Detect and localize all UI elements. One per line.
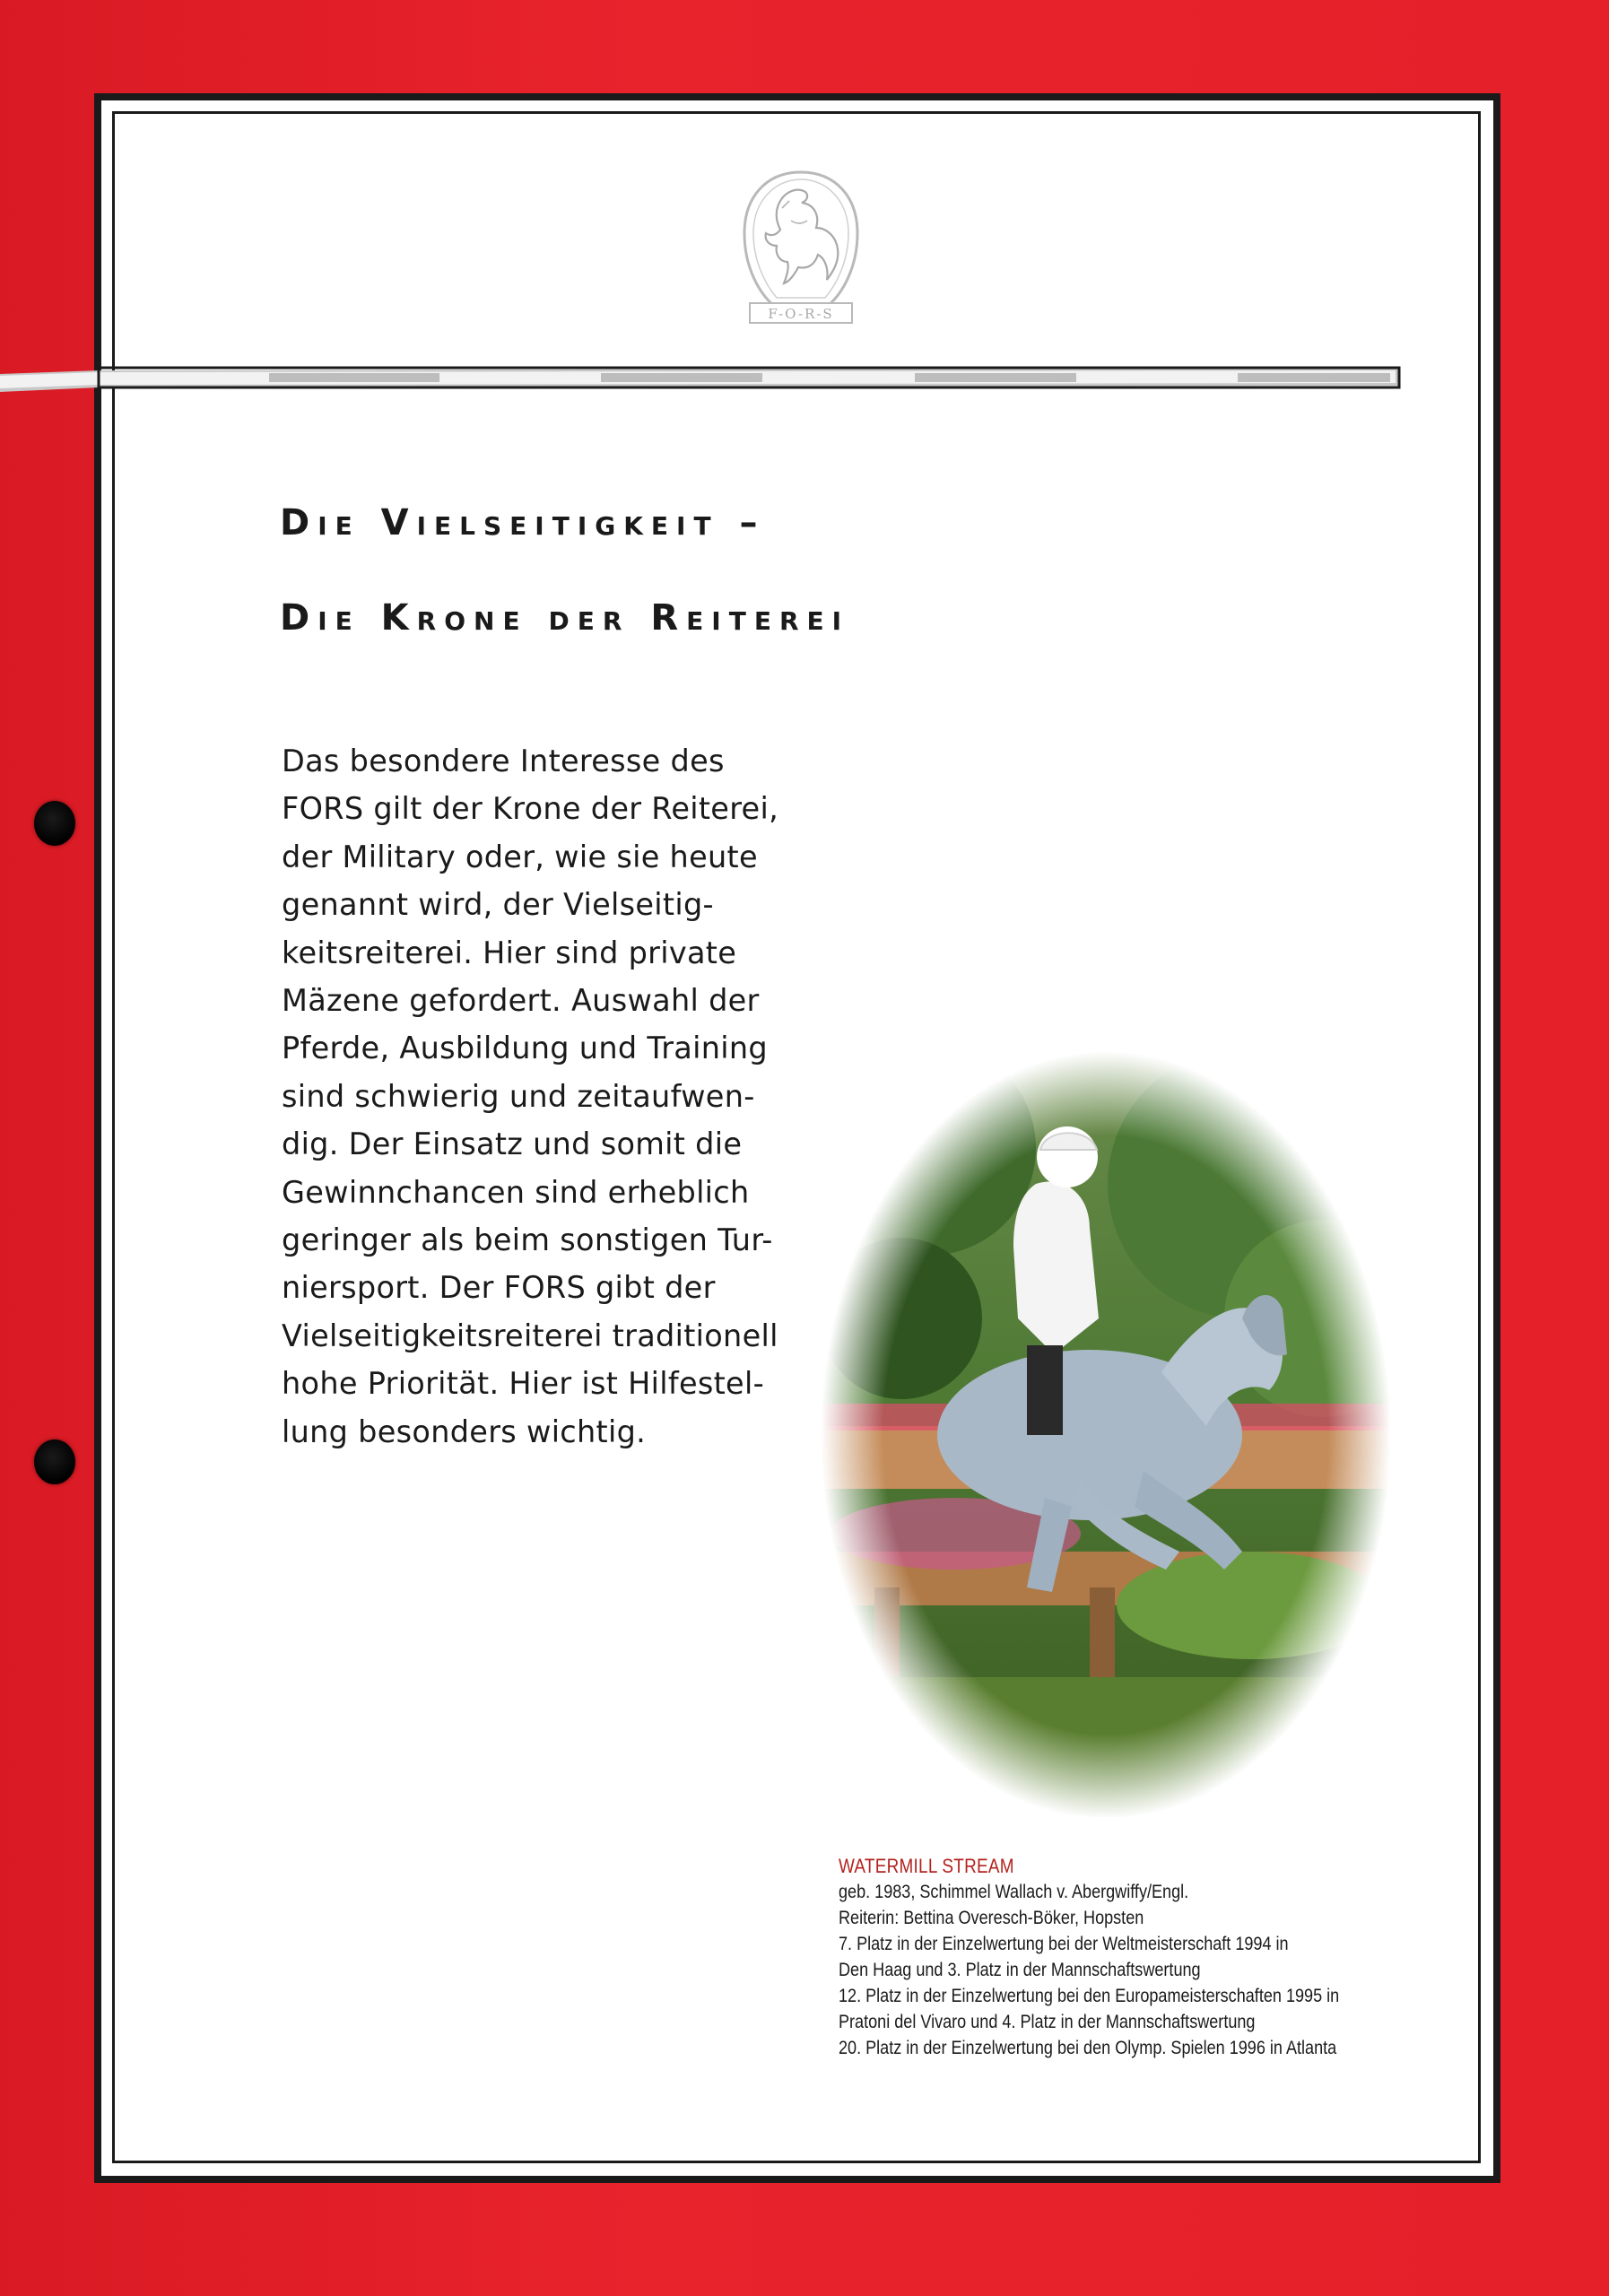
body-line: Das besondere Interesse des <box>282 744 725 778</box>
body-line: FORS gilt der Krone der Reiterei, <box>282 791 779 827</box>
caption-title: WATERMILL STREAM <box>839 1855 1014 1877</box>
heading-line-1: Die Vielseitigkeit – <box>280 502 766 544</box>
body-line: lung besonders wichtig. <box>282 1413 647 1449</box>
body-line: Pferde, Ausbildung und Training <box>282 1031 768 1066</box>
caption-line: geb. 1983, Schimmel Wallach v. Abergwiffy/Engl. <box>839 1882 1189 1902</box>
caption-line: 7. Platz in der Einzelwertung bei der Weltmeisterschaft 1994 in <box>839 1934 1289 1954</box>
body-line: der Military oder, wie sie heute <box>282 839 758 874</box>
grey-horse-jumping-photo <box>821 1049 1390 1817</box>
punch-hole-top <box>34 801 75 846</box>
body-line: dig. Der Einsatz und somit die <box>282 1126 743 1162</box>
caption-line: 20. Platz in der Einzelwertung bei den Olymp. Spielen 1996 in Atlanta <box>839 2038 1337 2058</box>
photo-caption <box>839 1853 1379 2061</box>
body-line: genannt wird, der Vielseitig- <box>282 887 714 923</box>
body-paragraph <box>282 737 784 1456</box>
body-line: keitsreiterei. Hier sind private <box>282 935 737 970</box>
caption-line: Pratoni del Vivaro und 4. Platz in der Mannschaftswertung <box>839 2012 1256 2032</box>
caption-line: 12. Platz in der Einzelwertung bei den Europameisterschaften 1995 in <box>839 1986 1340 2006</box>
rearing-horse-emblem-icon <box>737 169 865 328</box>
punch-hole-bottom <box>34 1439 75 1484</box>
logo-text: F-O-R-S <box>768 306 834 322</box>
caption-line: Reiterin: Bettina Overesch-Böker, Hopsten <box>839 1908 1144 1928</box>
body-line: hohe Priorität. Hier ist Hilfestel- <box>282 1366 764 1402</box>
body-line: Vielseitigkeitsreiterei traditionell <box>282 1318 778 1353</box>
body-line: sind schwierig und zeitaufwen- <box>282 1078 755 1114</box>
fors-logo <box>737 169 865 328</box>
body-line: niersport. Der FORS gibt der <box>282 1270 716 1306</box>
page-heading <box>280 475 1356 665</box>
body-line: Mäzene gefordert. Auswahl der <box>282 983 760 1019</box>
header-divider-ribbon <box>0 363 1404 392</box>
heading-line-2: Die Krone der Reiterei <box>280 597 850 639</box>
body-line: geringer als beim sonstigen Tur- <box>282 1222 773 1258</box>
body-line: Gewinnchancen sind erheblich <box>282 1174 750 1210</box>
caption-line: Den Haag und 3. Platz in der Mannschaftswertung <box>839 1960 1201 1980</box>
